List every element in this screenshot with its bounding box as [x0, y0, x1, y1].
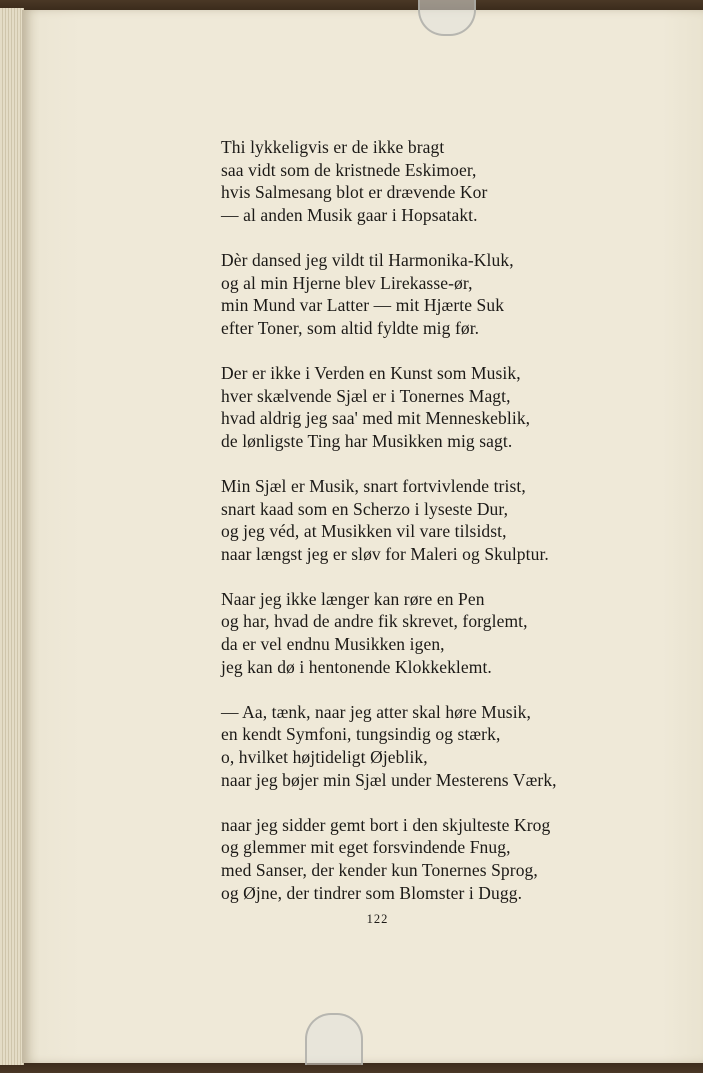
stanza-3: [221, 362, 557, 452]
poem-line: en kendt Symfoni, tungsindig og stærk,: [221, 724, 501, 745]
poem-line: snart kaad som en Scherzo i lyseste Dur,: [221, 498, 509, 519]
poem-line: og glemmer mit eget forsvindende Fnug,: [221, 837, 511, 858]
poem-line: og jeg véd, at Musikken vil vare tilsidst,: [221, 521, 507, 542]
poem-line: Min Sjæl er Musik, snart fortvivlende trist,: [221, 475, 526, 496]
poem-line: efter Toner, som altid fyldte mig før.: [221, 317, 480, 338]
poem-line: Der er ikke i Verden en Kunst som Musik,: [221, 362, 521, 383]
stanza-1: [221, 136, 557, 226]
poem-line: og Øjne, der tindrer som Blomster i Dugg.: [221, 882, 523, 903]
poem-line: Thi lykkeligvis er de ikke bragt: [221, 137, 445, 157]
poem-line: hvad aldrig jeg saa' med mit Menneskeblik,: [221, 408, 531, 429]
stanza-6: [221, 701, 557, 791]
stanza-5: [221, 588, 557, 678]
poem-line: — al anden Musik gaar i Hopsatakt.: [221, 204, 478, 225]
poem-line: da er vel endnu Musikken igen,: [221, 634, 445, 655]
poem-line: naar længst jeg er sløv for Maleri og Skulptur.: [221, 543, 549, 564]
poem-line: og har, hvad de andre fik skrevet, forglemt,: [221, 611, 528, 632]
poem-line: naar jeg sidder gemt bort i den skjulteste Krog: [221, 814, 551, 835]
poem-line: de lønligste Ting har Musikken mig sagt.: [221, 430, 513, 451]
poem-line: saa vidt som de kristnede Eskimoer,: [221, 159, 477, 180]
poem-line: jeg kan dø i hentonende Klokkeklemt.: [221, 656, 492, 677]
page-edges: [0, 8, 24, 1065]
poem-line: — Aa, tænk, naar jeg atter skal høre Musik,: [221, 701, 531, 722]
poem-line: Naar jeg ikke længer kan røre en Pen: [221, 588, 485, 609]
poem-line: hver skælvende Sjæl er i Tonernes Magt,: [221, 385, 511, 406]
stanza-2: [221, 249, 557, 339]
poem-text: [221, 136, 557, 927]
poem-line: naar jeg bøjer min Sjæl under Mesterens Værk,: [221, 769, 557, 790]
poem-line: o, hvilket højtideligt Øjeblik,: [221, 747, 428, 768]
poem-line: min Mund var Latter — mit Hjærte Suk: [221, 295, 505, 316]
poem-line: og al min Hjerne blev Lirekasse-ør,: [221, 272, 473, 293]
page-clip-bottom: [305, 1013, 363, 1065]
poem-line: Dèr dansed jeg vildt til Harmonika-Kluk,: [221, 249, 514, 270]
poem-line: hvis Salmesang blot er drævende Kor: [221, 182, 488, 203]
stanza-4: [221, 475, 557, 565]
stanza-7: [221, 814, 557, 904]
book-page: [22, 10, 703, 1063]
page-number: 122: [366, 912, 389, 926]
poem-line: med Sanser, der kender kun Tonernes Sprog,: [221, 860, 538, 880]
